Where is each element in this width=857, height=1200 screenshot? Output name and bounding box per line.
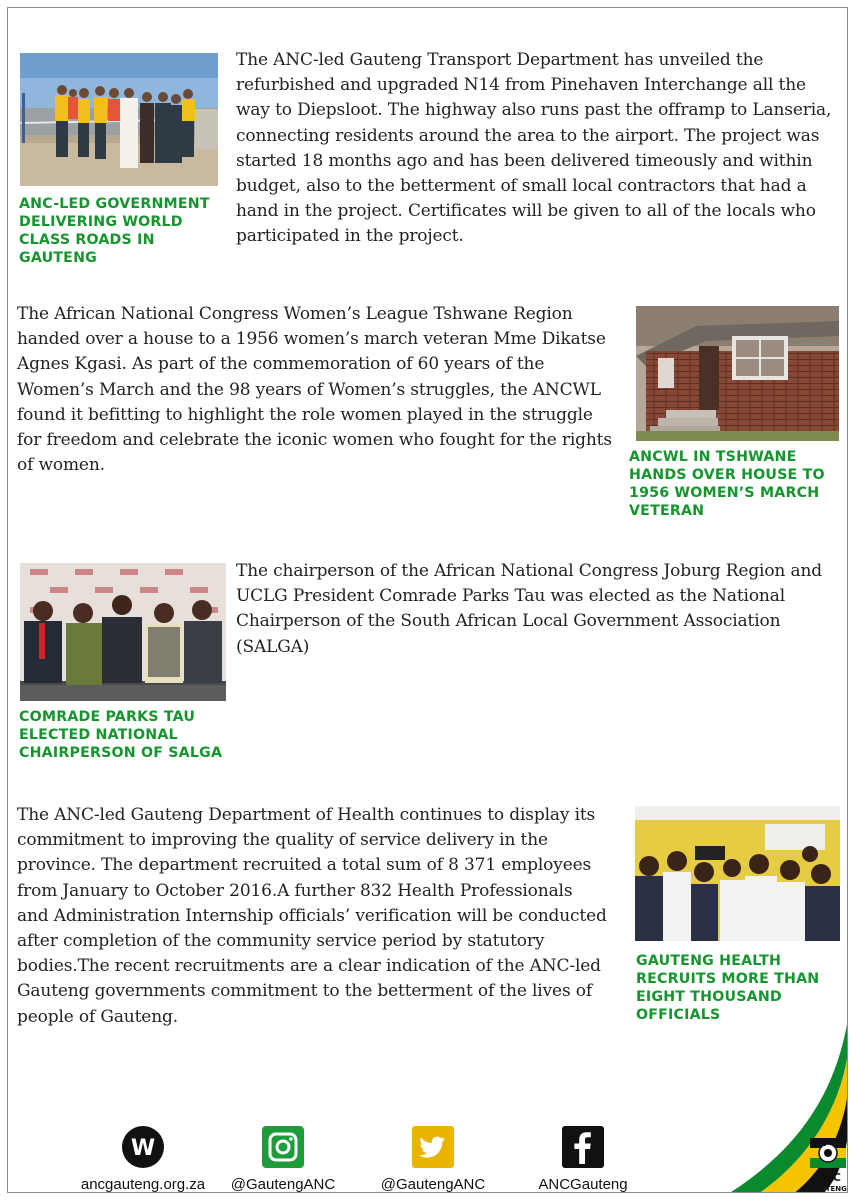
facebook-icon: [562, 1126, 604, 1168]
website-label[interactable]: ancgauteng.org.za: [80, 1176, 206, 1193]
ancwl-article-text: The African National Congress Women’s League Tshwane Region handed over a house to a 1956 women’s march veteran Mme Dikatse Agnes Kgasi. As part of the commemoration of 60 years of the Women’s March and the 98 years of Women’s struggles, the ANCWL found it befitting to highlight the role women played in the struggle for freedom and celebrate the iconic women who fought for the rights of women.: [17, 304, 612, 476]
salga-article-text: The chairperson of the African National Congress Joburg Region and UCLG President Comrade Parks Tau was elected as the National Chairperson of the South African Local Government Association (SALGA): [236, 561, 822, 657]
svg-text:GAUTENG: GAUTENG: [809, 1185, 847, 1193]
footer-twitter[interactable]: [358, 1126, 508, 1193]
anc-gauteng-logo: [808, 1136, 848, 1193]
newsletter-page: [7, 7, 848, 1193]
instagram-icon: [262, 1126, 304, 1168]
svg-text:W: W: [130, 1136, 156, 1161]
website-w-icon: [122, 1126, 164, 1168]
roads-photo: [20, 53, 218, 186]
facebook-label[interactable]: ANCGauteng: [538, 1176, 628, 1193]
roads-article-text: The ANC-led Gauteng Transport Department has unveiled the refurbished and upgraded N14 from Pinehaven Interchange all the way to Diepsloot. The highway also runs past the offramp to Lanseria, connecting residents around the area to the airport. The project was started 18 months ago and has been delivered timeously and within budget, also to the betterment of small local contractors that had a hand in the project. Certificates will be given to all of the locals who participated in the project.: [236, 50, 832, 247]
svg-text:ANC: ANC: [815, 1171, 841, 1184]
salga-photo: [20, 563, 226, 701]
health-photo: [635, 806, 840, 941]
footer-facebook[interactable]: [508, 1126, 658, 1193]
twitter-label[interactable]: @GautengANC: [380, 1176, 486, 1193]
twitter-icon: [412, 1126, 454, 1168]
footer-instagram[interactable]: [208, 1126, 358, 1193]
health-article-text: The ANC-led Gauteng Department of Health continues to display its commitment to improving the quality of service delivery in the province. The department recruited a total sum of 8 371 employees from January to October 2016.A further 832 Health Professionals and Administration Internship officials’ verification will be conducted after completion of the community service period by statutory bodies.The recent recruitments are a clear indication of the ANC-led Gauteng governments commitment to the betterment of the lives of people of Gauteng.: [17, 805, 607, 1027]
footer-website[interactable]: [68, 1126, 218, 1193]
house-photo: [636, 306, 839, 441]
health-caption: GAUTENG HEALTH RECRUITS MORE THAN EIGHT THOUSAND OFFICIALS: [636, 953, 820, 1023]
instagram-label[interactable]: @GautengANC: [230, 1176, 336, 1193]
salga-caption: COMRADE PARKS TAU ELECTED NATIONAL CHAIRPERSON OF SALGA: [19, 709, 223, 761]
ancwl-caption: ANCWL IN TSHWANE HANDS OVER HOUSE TO 1956 WOMEN’S MARCH VETERAN: [629, 449, 825, 519]
roads-caption: ANC-LED GOVERNMENT DELIVERING WORLD CLASS ROADS IN GAUTENG: [19, 196, 210, 266]
